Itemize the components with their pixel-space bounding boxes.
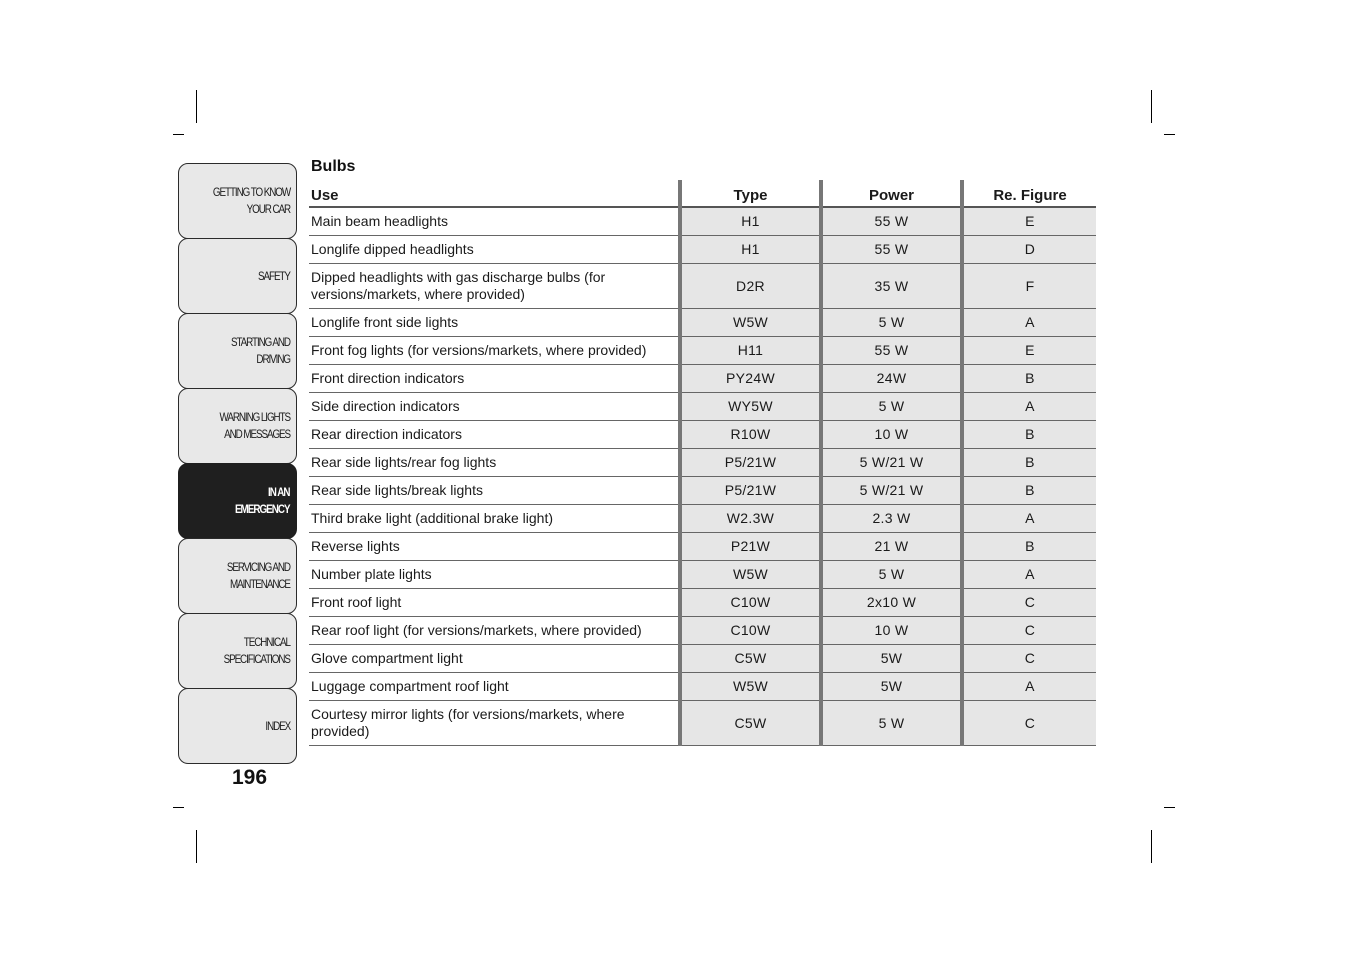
cell-use: Main beam headlights [309, 207, 680, 236]
cell-use: Front direction indicators [309, 365, 680, 393]
cell-use: Luggage compartment roof light [309, 673, 680, 701]
table-row [309, 365, 1096, 393]
cell-use: Longlife front side lights [309, 309, 680, 337]
cell-figure: B [962, 477, 1096, 505]
cell-type: R10W [680, 421, 821, 449]
cell-type: P5/21W [680, 477, 821, 505]
table-row [309, 673, 1096, 701]
cell-type: H1 [680, 236, 821, 264]
crop-mark [196, 830, 197, 863]
tab-getting-to-know[interactable] [178, 163, 297, 239]
tab-starting-driving[interactable] [178, 313, 297, 389]
cell-power: 5 W/21 W [821, 477, 962, 505]
cell-power: 2x10 W [821, 589, 962, 617]
tab-index[interactable] [178, 688, 297, 764]
cell-figure: C [962, 617, 1096, 645]
table-row [309, 337, 1096, 365]
cell-type: W5W [680, 561, 821, 589]
cell-type: PY24W [680, 365, 821, 393]
tab-label: INDEX [265, 718, 290, 733]
cell-use: Third brake light (additional brake light) [309, 505, 680, 533]
table-row [309, 505, 1096, 533]
crop-mark [1164, 134, 1175, 135]
table-row [309, 421, 1096, 449]
tab-label: STARTING AND DRIVING [230, 335, 290, 366]
cell-use: Number plate lights [309, 561, 680, 589]
tab-label: GETTING TO KNOW YOUR CAR [212, 185, 290, 216]
header-use: Use [309, 180, 680, 207]
table-row [309, 645, 1096, 673]
crop-mark [173, 134, 184, 135]
cell-figure: C [962, 701, 1096, 746]
tab-servicing[interactable] [178, 538, 297, 614]
cell-power: 5 W [821, 701, 962, 746]
tab-label: SAFETY [258, 268, 290, 283]
table-row [309, 393, 1096, 421]
cell-figure: B [962, 421, 1096, 449]
cell-figure: C [962, 645, 1096, 673]
cell-type: C10W [680, 617, 821, 645]
cell-type: P21W [680, 533, 821, 561]
cell-use: Reverse lights [309, 533, 680, 561]
table-row [309, 617, 1096, 645]
cell-figure: E [962, 207, 1096, 236]
cell-type: W5W [680, 309, 821, 337]
tab-label: TECHNICAL SPECIFICATIONS [223, 635, 290, 666]
crop-mark [196, 90, 197, 123]
table-row [309, 309, 1096, 337]
table-header-row [309, 180, 1096, 207]
cell-use: Side direction indicators [309, 393, 680, 421]
cell-power: 21 W [821, 533, 962, 561]
crop-mark [1151, 830, 1152, 863]
cell-power: 5 W [821, 309, 962, 337]
cell-figure: A [962, 309, 1096, 337]
table-row [309, 449, 1096, 477]
table-title: Bulbs [311, 158, 356, 175]
cell-power: 5 W [821, 393, 962, 421]
cell-power: 24W [821, 365, 962, 393]
table-row [309, 561, 1096, 589]
cell-type: WY5W [680, 393, 821, 421]
cell-figure: A [962, 561, 1096, 589]
cell-power: 10 W [821, 421, 962, 449]
cell-type: W5W [680, 673, 821, 701]
table-row [309, 264, 1096, 309]
cell-figure: C [962, 589, 1096, 617]
header-figure: Re. Figure [962, 180, 1096, 207]
cell-power: 2.3 W [821, 505, 962, 533]
cell-power: 5 W [821, 561, 962, 589]
cell-figure: F [962, 264, 1096, 309]
cell-type: P5/21W [680, 449, 821, 477]
cell-power: 10 W [821, 617, 962, 645]
cell-use: Rear side lights/rear fog lights [309, 449, 680, 477]
crop-mark [173, 807, 184, 808]
cell-power: 5W [821, 673, 962, 701]
header-power: Power [821, 180, 962, 207]
page-number: 196 [232, 766, 268, 789]
cell-power: 35 W [821, 264, 962, 309]
table-row [309, 589, 1096, 617]
header-type: Type [680, 180, 821, 207]
cell-type: H11 [680, 337, 821, 365]
cell-use: Front roof light [309, 589, 680, 617]
cell-use: Rear roof light (for versions/markets, where provided) [309, 617, 680, 645]
cell-use: Glove compartment light [309, 645, 680, 673]
cell-figure: D [962, 236, 1096, 264]
cell-use: Front fog lights (for versions/markets, where provided) [309, 337, 680, 365]
table-row [309, 477, 1096, 505]
section-tabs [178, 163, 297, 763]
cell-figure: B [962, 533, 1096, 561]
cell-figure: A [962, 393, 1096, 421]
cell-type: C5W [680, 645, 821, 673]
cell-type: W2.3W [680, 505, 821, 533]
cell-use: Longlife dipped headlights [309, 236, 680, 264]
cell-figure: B [962, 449, 1096, 477]
cell-power: 55 W [821, 337, 962, 365]
tab-warning-lights[interactable] [178, 388, 297, 464]
cell-type: C5W [680, 701, 821, 746]
cell-power: 5W [821, 645, 962, 673]
cell-type: H1 [680, 207, 821, 236]
tab-label: SERVICING AND MAINTENANCE [226, 560, 290, 591]
cell-use: Dipped headlights with gas discharge bulbs (for versions/markets, where provided) [309, 264, 680, 309]
tab-technical-specs[interactable] [178, 613, 297, 689]
cell-figure: A [962, 505, 1096, 533]
cell-figure: B [962, 365, 1096, 393]
cell-use: Rear side lights/break lights [309, 477, 680, 505]
cell-use: Rear direction indicators [309, 421, 680, 449]
cell-figure: E [962, 337, 1096, 365]
table-row [309, 701, 1096, 746]
cell-figure: A [962, 673, 1096, 701]
tab-safety[interactable] [178, 238, 297, 314]
table-row [309, 533, 1096, 561]
crop-mark [1151, 90, 1152, 123]
cell-power: 55 W [821, 207, 962, 236]
crop-mark [1164, 807, 1175, 808]
tab-in-an-emergency[interactable] [178, 463, 297, 539]
cell-type: D2R [680, 264, 821, 309]
cell-type: C10W [680, 589, 821, 617]
bulbs-table [309, 180, 1096, 746]
table-row [309, 236, 1096, 264]
cell-power: 5 W/21 W [821, 449, 962, 477]
cell-use: Courtesy mirror lights (for versions/markets, where provided) [309, 701, 680, 746]
table-row [309, 207, 1096, 236]
cell-power: 55 W [821, 236, 962, 264]
tab-label: IN AN EMERGENCY [235, 485, 290, 516]
tab-label: WARNING LIGHTS AND MESSAGES [219, 410, 290, 441]
